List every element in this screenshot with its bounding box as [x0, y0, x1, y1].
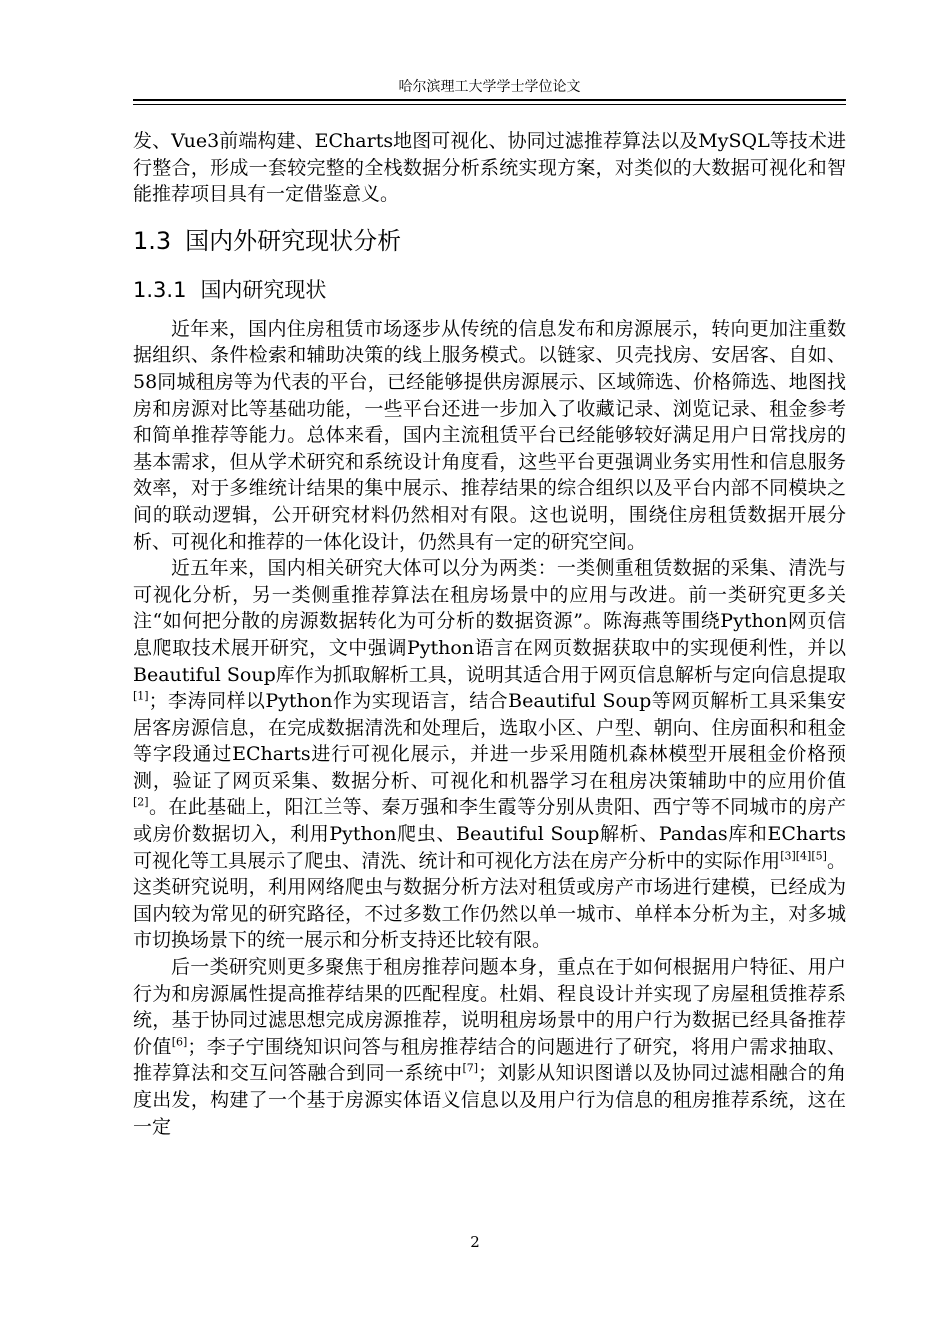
paragraph-recommendation-research: 后一类研究则更多聚焦于租房推荐问题本身，重点在于如何根据用户特征、用户行为和房源属性提高推荐结果的匹配程度。杜娟、程良设计并实现了房屋租赁推荐系统，基于协同过滤思想完成房源推荐，说明租房场景中的用户行为数据已经具备推荐价值[6]；李子宁围绕知识问答与租房推荐结合的问题进行了研究，将用户需求抽取、推荐算法和交互问答融合到同一系统中[7]；刘影从知识图谱以及协同过滤相融合的角度出发，构建了一个基于房源实体语义信息以及用户行为信息的租房推荐系统，这在一定 — [133, 956, 846, 1138]
section-title: 国内外研究现状分析 — [185, 226, 402, 255]
citation: [2] — [133, 796, 149, 810]
subsection-heading — [133, 276, 846, 304]
header-rule-thin — [133, 104, 846, 105]
citation: [7] — [462, 1062, 479, 1076]
subsection-title: 国内研究现状 — [200, 277, 327, 302]
intro-paragraph: 发、Vue3前端构建、ECharts地图可视化、协同过滤推荐算法以及MySQL等技术进行整合，形成一套较完整的全栈数据分析系统实现方案，对类似的大数据可视化和智能推荐项目具有一定借鉴意义。 — [133, 130, 846, 206]
paragraph-domestic-overview: 近年来，国内住房租赁市场逐步从传统的信息发布和房源展示，转向更加注重数据组织、条件检索和辅助决策的线上服务模式。以链家、贝壳找房、安居客、自如、58同城租房等为代表的平台，已经能够提供房源展示、区域筛选、价格筛选、地图找房和房源对比等基础功能，一些平台还进一步加入了收藏记录、浏览记录、租金参考和简单推荐等能力。总体来看，国内主流租赁平台已经能够较好满足用户日常找房的基本需求，但从学术研究和系统设计角度看，这些平台更强调业务实用性和信息服务效率，对于多维统计结果的集中展示、推荐结果的综合组织以及平台内部不同模块之间的联动逻辑，公开研究材料仍然相对有限。这也说明，围绕住房租赁数据开展分析、可视化和推荐的一体化设计，仍然具有一定的研究空间。 — [133, 317, 846, 553]
section-number: 1.3 — [133, 226, 172, 255]
page-number: 2 — [470, 1233, 480, 1251]
section-heading — [133, 226, 846, 256]
paragraph-data-collection-research: 近五年来，国内相关研究大体可以分为两类：一类侧重租赁数据的采集、清洗与可视化分析，另一类侧重推荐算法在租房场景中的应用与改进。前一类研究更多关注“如何把分散的房源数据转化为可分析的数据资源”。陈海燕等围绕Python网页信息爬取技术展开研究，文中强调Python语言在网页数据获取中的实现便利性，并以Beautiful Soup库作为抓取解析工具，说明其适合用于网页信息解析与定向信息提取[1]；李涛同样以Python作为实现语言，结合Beautiful Soup等网页解析工具采集安居客房源信息，在完成数据清洗和处理后，选取小区、户型、朝向、住房面积和租金等字段通过ECharts进行可视化展示，并进一步采用随机森林模型开展租金价格预测，验证了网页采集、数据分析、可视化和机器学习在租房决策辅助中的应用价值[2]。在此基础上，阳江兰等、秦万强和李生霞等分别从贵阳、西宁等不同城市的房产或房价数据切入，利用Python爬虫、Beautiful Soup解析、Pandas库和ECharts可视化等工具展示了爬虫、清洗、统计和可视化方法在房产分析中的实际作用[3][4][5]。这类研究说明，利用网络爬虫与数据分析方法对租赁或房产市场进行建模，已经成为国内较为常见的研究路径，不过多数工作仍然以单一城市、单样本分析为主，对多城市切换场景下的统一展示和分析支持还比较有限。 — [133, 557, 846, 952]
subsection-number: 1.3.1 — [133, 277, 187, 302]
citation: [6] — [171, 1035, 188, 1049]
citation: [3][4][5] — [780, 849, 827, 863]
citation: [1] — [133, 689, 149, 703]
header-rule-thick — [133, 99, 846, 101]
page-content — [133, 128, 846, 1140]
running-header: 哈尔滨理工大学学士学位论文 — [398, 79, 581, 95]
